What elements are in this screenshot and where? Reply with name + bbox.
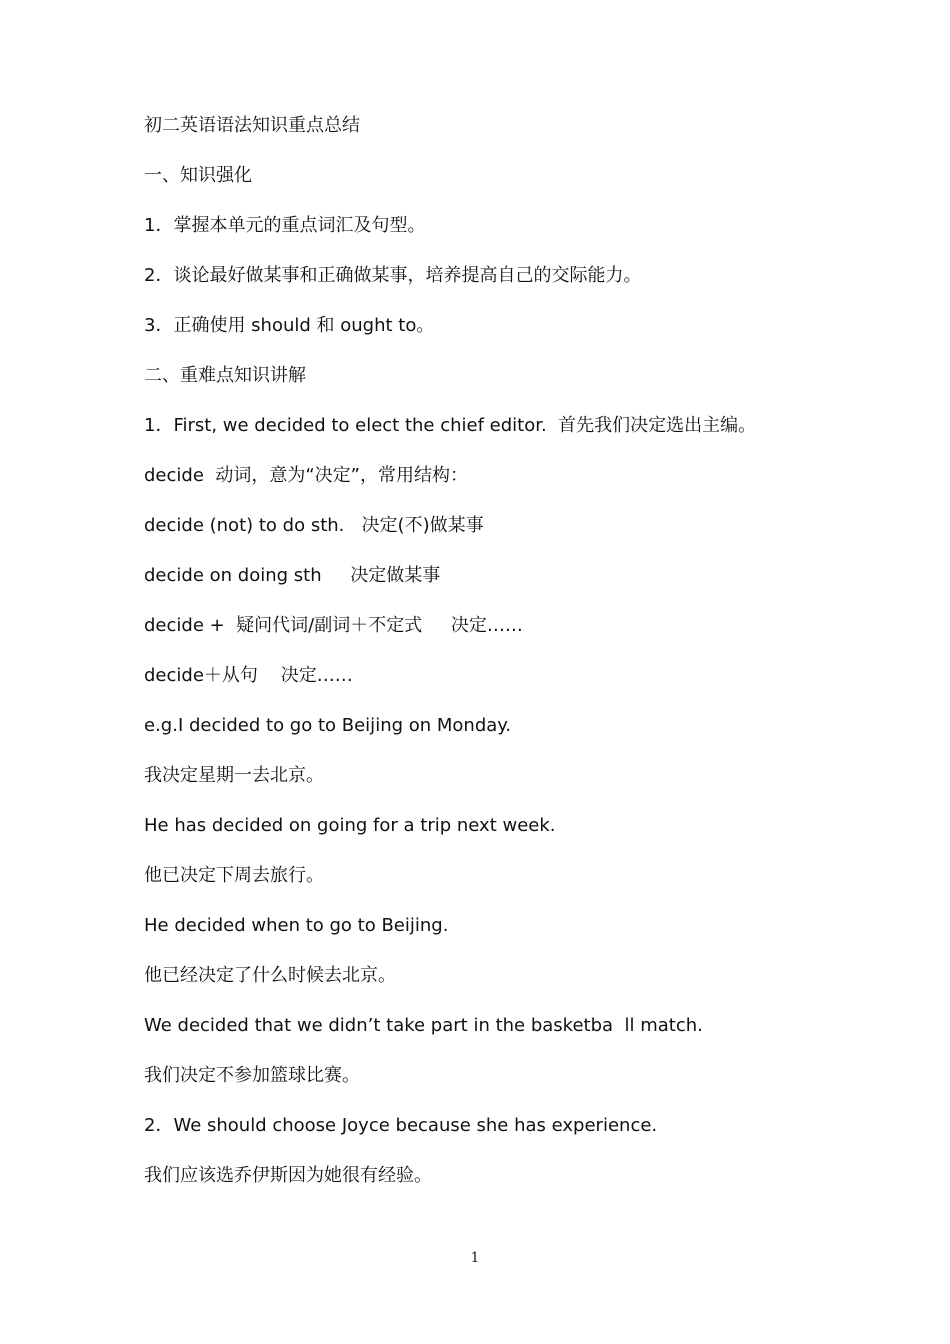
section-heading: 二、重难点知识讲解 bbox=[144, 365, 306, 386]
definition-line: decide 动词，意为“决定”，常用结构： bbox=[144, 465, 468, 486]
section-heading: 一、知识强化 bbox=[144, 165, 252, 186]
structure-line: decide on doing sth 决定做某事 bbox=[144, 565, 441, 586]
list-item: 1．掌握本单元的重点词汇及句型。 bbox=[144, 215, 426, 236]
example-sentence: He decided when to go to Beijing. bbox=[144, 915, 449, 936]
structure-line: decide (not) to do sth. 决定(不)做某事 bbox=[144, 515, 484, 536]
translation-line: 他已决定下周去旅行。 bbox=[144, 865, 324, 886]
translation-line: 他已经决定了什么时候去北京。 bbox=[144, 965, 396, 986]
translation-line: 我决定星期一去北京。 bbox=[144, 765, 324, 786]
document-title: 初二英语语法知识重点总结 bbox=[144, 115, 360, 136]
structure-line: decide + 疑问代词/副词＋不定式 决定…… bbox=[144, 615, 523, 636]
page-number: 1 bbox=[470, 1250, 480, 1266]
list-item: 3．正确使用 should 和 ought to。 bbox=[144, 315, 435, 336]
list-item: 2．谈论最好做某事和正确做某事，培养提高自己的交际能力。 bbox=[144, 265, 642, 286]
structure-line: decide＋从句 决定…… bbox=[144, 665, 353, 686]
translation-line: 我们应该选乔伊斯因为她很有经验。 bbox=[144, 1165, 432, 1186]
example-sentence: He has decided on going for a trip next week. bbox=[144, 815, 556, 836]
example-sentence: 2．We should choose Joyce because she has experience. bbox=[144, 1115, 658, 1136]
example-sentence: e.g.I decided to go to Beijing on Monday. bbox=[144, 715, 512, 736]
translation-line: 我们决定不参加篮球比赛。 bbox=[144, 1065, 360, 1086]
example-sentence: We decided that we didn’t take part in the basketba ll match. bbox=[144, 1015, 703, 1036]
example-sentence: 1．First, we decided to elect the chief editor. 首先我们决定选出主编。 bbox=[144, 415, 757, 436]
